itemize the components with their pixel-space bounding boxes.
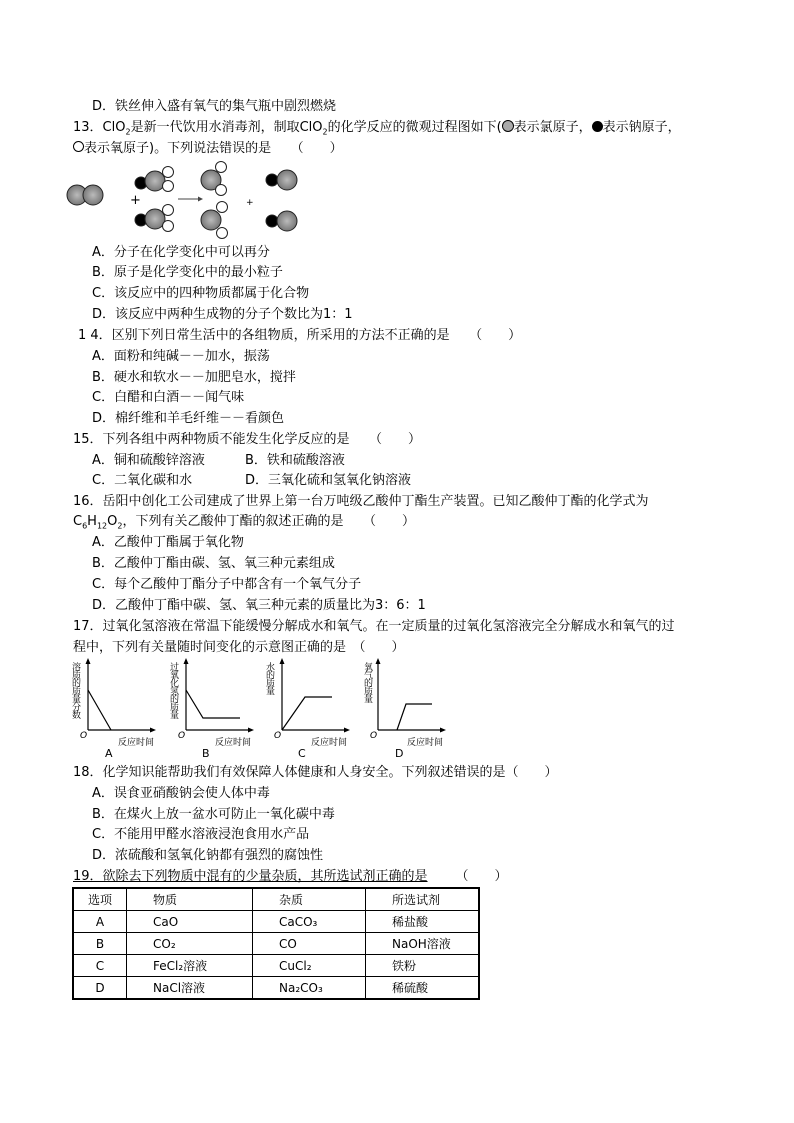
graph-c-ylabel: 水的质量 — [264, 662, 274, 694]
graph-c-letter: C — [298, 747, 306, 760]
q18-option-d: D．浓硫酸和氢氧化钠都有强烈的腐蚀性 — [92, 848, 324, 863]
cell: CuCl₂ — [253, 955, 366, 977]
header-cell: 杂质 — [253, 888, 366, 911]
q18-option-c: C．不能用甲醛水溶液浸泡食用水产品 — [92, 827, 310, 842]
formula: H — [87, 514, 97, 529]
cell: FeCl₂溶液 — [127, 955, 253, 977]
cell: NaCl溶液 — [127, 977, 253, 1000]
q15-stem: 15．下列各组中两种物质不能发生化学反应的是 （ ） — [73, 432, 422, 447]
plus-sign: + — [246, 198, 254, 208]
q13-option-c: C．该反应中的四种物质都属于化合物 — [92, 286, 310, 301]
q13-text: 表示氯原子， — [513, 120, 592, 135]
q17-stem-line1: 17．过氧化氢溶液在常温下能缓慢分解成水和氧气。在一定质量的过氧化氢溶液完全分解成水和氧气的过 — [73, 619, 675, 634]
q13-option-d: D．该反应中两种生成物的分子个数比为1：1 — [92, 307, 353, 322]
reaction-arrow — [178, 197, 203, 202]
cell: CO₂ — [127, 933, 253, 955]
origin-label: O — [178, 731, 186, 741]
origin-label: O — [80, 731, 88, 741]
formula: O — [107, 514, 118, 529]
cell: C — [73, 955, 127, 977]
q15-option-c: C．二氧化碳和水 — [92, 473, 193, 488]
table-row — [73, 955, 479, 977]
chlorine-dioxide-molecules — [201, 162, 228, 239]
graph-d-ylabel: 氧气的质量 — [362, 662, 372, 702]
cell: NaOH溶液 — [366, 933, 480, 955]
formula: C — [73, 514, 83, 529]
cell: B — [73, 933, 127, 955]
table-row — [73, 933, 479, 955]
prev-option-d: D．铁丝伸入盛有氧气的集气瓶中剧烈燃烧 — [92, 99, 337, 114]
q13-option-a: A．分子在化学变化中可以再分 — [92, 245, 270, 260]
q14-option-a: A．面粉和纯碱－－加水，振荡 — [92, 349, 270, 364]
cell: D — [73, 977, 127, 1000]
formula: 6 — [82, 521, 88, 531]
graph-b-letter: B — [202, 747, 210, 760]
q16-option-b: B．乙酸仲丁酯由碳、氢、氧三种元素组成 — [92, 556, 335, 571]
table-row — [73, 977, 479, 1000]
q19-table — [72, 887, 480, 1000]
q18-option-a: A．误食亚硝酸钠会使人体中毒 — [92, 786, 270, 801]
cell: 稀盐酸 — [366, 911, 480, 933]
q19-text: 19．欲除去下列物质中混有的少量杂质，其所选试剂正确的是 — [73, 869, 428, 884]
graph-d-letter: D — [395, 747, 404, 760]
q16-stem-line1: 16．岳阳中创化工公司建成了世界上第一台万吨级乙酸仲丁酯生产装置。已知乙酸仲丁酯的化学式为 — [73, 494, 649, 509]
header-cell: 选项 — [73, 888, 127, 911]
cell: Na₂CO₃ — [253, 977, 366, 1000]
q16-option-d: D．乙酸仲丁酯中碳、氢、氧三种元素的质量比为3：6：1 — [92, 598, 426, 613]
q13-text: 是新一代饮用水消毒剂，制取ClO — [130, 120, 323, 135]
cell: CO — [253, 933, 366, 955]
q14-option-d: D．棉纤维和羊毛纤维－－看颜色 — [92, 411, 285, 426]
cell: 铁粉 — [366, 955, 480, 977]
graph-a-ylabel: 溶质的质量分数 — [70, 662, 80, 718]
q15-option-d: D．三氧化硫和氢氧化钠溶液 — [245, 473, 412, 488]
q16-option-c: C．每个乙酸仲丁酯分子中都含有一个氧气分子 — [92, 577, 362, 592]
formula: 2 — [117, 521, 123, 531]
q16-option-a: A．乙酸仲丁酯属于氧化物 — [92, 535, 244, 550]
graph-xlabel: 反应时间 — [215, 738, 252, 748]
graph-a-letter: A — [105, 747, 113, 760]
q13-text: 的化学反应的微观过程图如下( — [327, 120, 502, 135]
q17-stem-line2: 程中，下列有关量随时间变化的示意图正确的是 （ ） — [73, 640, 405, 655]
q15-option-b: B．铁和硫酸溶液 — [245, 453, 345, 468]
q13-stem-line1: 13．ClO$_2$是新一代饮用水消毒剂，制取ClO$_2$的化学反应的微观过程图如下( 表示氯原子， 表示钠原子， — [73, 120, 681, 137]
cell: CaCO₃ — [253, 911, 366, 933]
header-cell: 物质 — [127, 888, 253, 911]
formula: 12 — [96, 521, 108, 531]
origin-label: O — [370, 731, 378, 741]
graph-xlabel: 反应时间 — [118, 738, 155, 748]
table-header-row — [73, 888, 479, 911]
answer-paren: （ ） — [455, 869, 508, 884]
q14-stem: 1 4．区别下列日常生活中的各组物质，所采用的方法不正确的是 （ ） — [78, 328, 522, 343]
q19-stem — [73, 869, 508, 885]
q14-option-b: B．硬水和软水－－加肥皂水，搅拌 — [92, 370, 296, 385]
q13-text: 13．ClO — [73, 120, 126, 135]
chlorine-molecule — [67, 185, 103, 205]
q13-option-b: B．原子是化学变化中的最小粒子 — [92, 265, 283, 280]
q13-text: 表示氧原子)。下列说法错误的是 （ ） — [84, 141, 343, 156]
origin-label: O — [274, 731, 282, 741]
header-cell: 所选试剂 — [366, 888, 480, 911]
q15-option-a: A．铜和硫酸锌溶液 — [92, 453, 205, 468]
q13-text: 表示钠原子， — [602, 120, 681, 135]
q18-stem: 18．化学知识能帮助我们有效保障人体健康和人身安全。下列叙述错误的是（ ） — [73, 765, 558, 780]
q16-stem-line2 — [73, 514, 415, 535]
q14-option-c: C．白醋和白酒－－闻气味 — [92, 390, 245, 405]
graph-b-ylabel: 过氧化氢的质量 — [168, 662, 178, 718]
sodium-chloride-molecules — [266, 170, 297, 231]
graph-xlabel: 反应时间 — [311, 738, 348, 748]
q16-text: ，下列有关乙酸仲丁酯的叙述正确的是 （ ） — [122, 514, 415, 529]
q18-option-b: B．在煤火上放一盆水可防止一氧化碳中毒 — [92, 807, 335, 822]
cell: A — [73, 911, 127, 933]
graph-xlabel: 反应时间 — [407, 738, 444, 748]
cell: 稀硫酸 — [366, 977, 480, 1000]
cell: CaO — [127, 911, 253, 933]
plus-sign: + — [130, 193, 141, 208]
table-row — [73, 911, 479, 933]
